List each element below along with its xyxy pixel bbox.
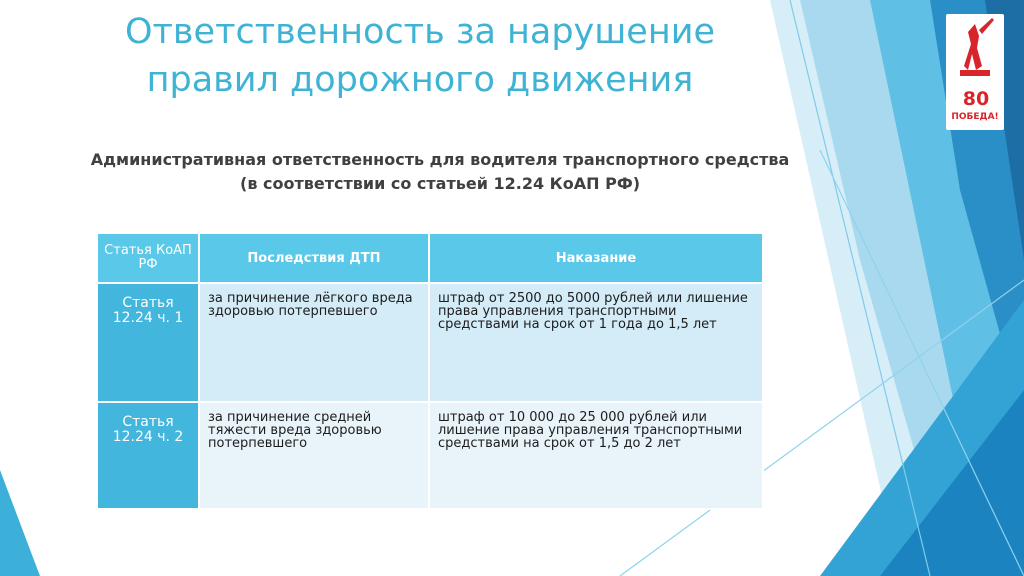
header-penalty: Наказание xyxy=(429,233,763,283)
subtitle-line-2: (в соответствии со статьей 12.24 КоАП РФ) xyxy=(240,174,640,193)
header-article: Статья КоАП РФ xyxy=(97,233,199,283)
consequence-cell: за причинение лёгкого вреда здоровью потерпевшего xyxy=(199,283,429,402)
logo-word: ПОБЕДА! xyxy=(951,112,999,122)
penalty-table xyxy=(96,232,764,510)
table-row xyxy=(97,283,763,402)
table-header-row xyxy=(97,233,763,283)
article-cell: Статья 12.24 ч. 1 xyxy=(97,283,199,402)
penalty-cell: штраф от 2500 до 5000 рублей или лишение права управления транспортными средствами на срок от 1 года до 1,5 лет xyxy=(429,283,763,402)
table-row xyxy=(97,402,763,509)
article-cell: Статья 12.24 ч. 2 xyxy=(97,402,199,509)
page-title xyxy=(60,8,780,104)
title-line-1: Ответственность за нарушение xyxy=(124,12,715,52)
penalty-cell: штраф от 10 000 до 25 000 рублей или лишение права управления транспортными средствами на срок от 1,5 до 2 лет xyxy=(429,402,763,509)
monument-icon xyxy=(946,14,1004,94)
logo-number: 80 xyxy=(962,88,990,110)
subtitle xyxy=(40,148,840,196)
header-consequences: Последствия ДТП xyxy=(199,233,429,283)
title-line-2: правил дорожного движения xyxy=(146,60,694,100)
subtitle-line-1: Административная ответственность для водителя транспортного средства xyxy=(90,150,790,169)
victory-80-logo xyxy=(946,14,1004,130)
consequence-cell: за причинение средней тяжести вреда здоровью потерпевшего xyxy=(199,402,429,509)
